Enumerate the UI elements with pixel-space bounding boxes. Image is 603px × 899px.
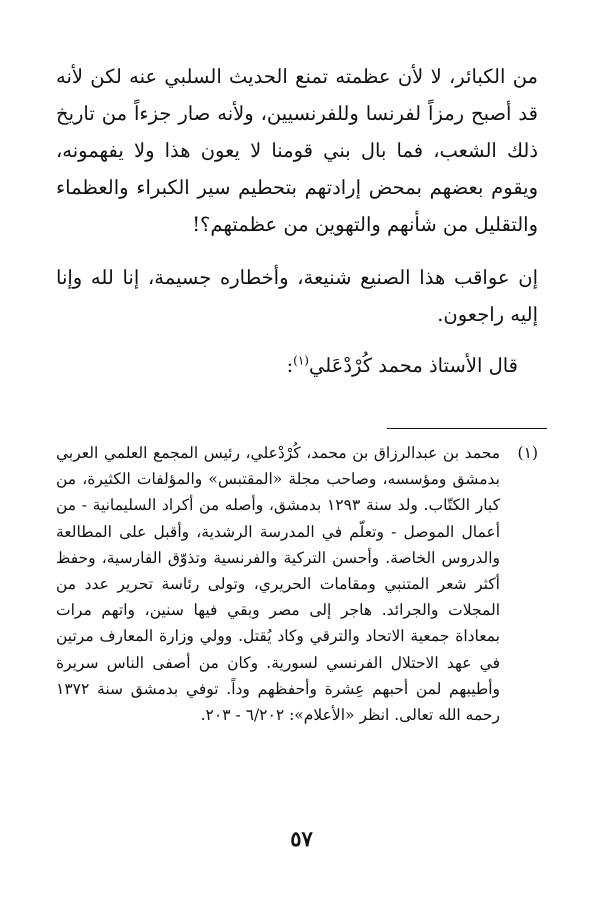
quote-intro-text: قال الأستاذ محمد كُرْدْعَلي bbox=[308, 354, 518, 377]
quote-colon: : bbox=[286, 354, 294, 377]
paragraph-2: إن عواقب هذا الصنيع شنيعة، وأخطاره جسيمة، إنا لله وإنا إليه راجعون. bbox=[56, 266, 538, 326]
footnote-number: (١) bbox=[517, 444, 538, 462]
page-content bbox=[56, 58, 538, 384]
quote-intro bbox=[56, 347, 538, 384]
footnote-reference[interactable]: (١) bbox=[293, 353, 309, 368]
page-number: ٥٧ bbox=[290, 826, 313, 851]
footnote-separator bbox=[387, 428, 547, 429]
paragraph-1: من الكبائر، لا لأن عظمته تمنع الحديث السلبي عنه لكن لأنه قد أصبح رمزاً لفرنسا وللفرنسيين، ولأنه صار جزءاً من تاريخ ذلك الشعب، فما بال بني قومنا لا يعون هذا ولا يفهمونه، ويقوم بعضهم بمحض إرادتهم بتحطيم سير الكبراء والعظماء والتقليل من شأنهم والتهوين من عظمتهم؟! bbox=[56, 65, 538, 236]
footnote-text: محمد بن عبدالرزاق بن محمد، كُرْدْعلي، رئيس المجمع العلمي العربي بدمشق ومؤسسه، وصاحب مجلة «المقتبس» والمؤلفات الكثيرة، من كبار الكتّاب. ولد سنة ١٢٩٣ بدمشق، وأصله من أكراد السليمانية - من أعمال الموصل - وتعلّم في المدرسة الرشدية، وأقبل على المطالعة والدروس الخاصة. وأحسن التركية والفرنسية وتذوّق الفارسية، وحفظ أكثر شعر المتنبي ومقامات الحريري، وتولى رئاسة تحرير عدد من المجلات والجرائد. هاجر إلى مصر وبقي فيها سنين، واتهم مرات بمعاداة جمعية الاتحاد والترقي وكاد يُقتل. وولي وزارة المعارف مرتين في عهد الاحتلال الفرنسي لسورية. وكان من أصفى الناس سريرة وأطيبهم لمن أحبهم عِشرة وأحفظهم وداً. توفي بدمشق سنة ١٣٧٢ رحمه الله تعالى. انظر «الأعلام»: ٦/٢٠٢ - ٢٠٣. bbox=[56, 444, 500, 725]
footnote bbox=[56, 440, 538, 728]
footnote-row bbox=[56, 440, 538, 728]
